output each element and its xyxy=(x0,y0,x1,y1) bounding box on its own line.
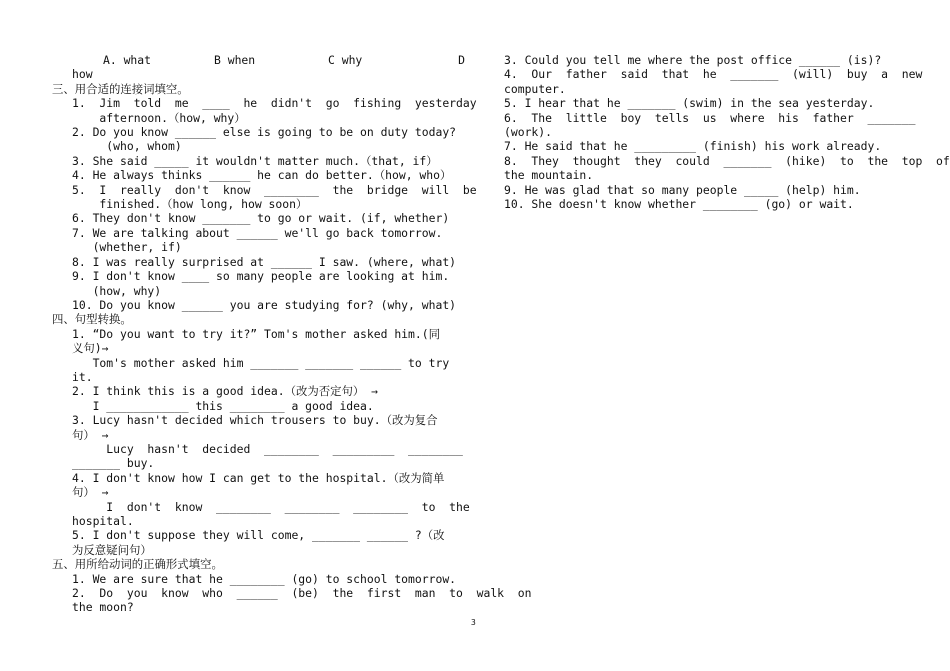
question-line: 7. We are talking about ______ we'll go back tomorrow. xyxy=(72,225,443,240)
question-line: 8. I was really surprised at ______ I saw. (where, what) xyxy=(72,254,457,269)
option-d-continued: how xyxy=(72,67,93,82)
transform-line: I don't know ________ ________ ________ to the xyxy=(72,499,470,514)
verb-line: 10. She doesn't know whether ________ (go) or wait. xyxy=(504,197,854,212)
section5-right-list xyxy=(504,53,950,212)
verb-line: 8. They thought they could _______ (hike) to the top of xyxy=(504,153,950,168)
verb-line: the mountain. xyxy=(504,168,594,183)
section4-title: 四、句型转换。 xyxy=(52,312,132,327)
verb-line: 1. We are sure that he ________ (go) to school tomorrow. xyxy=(72,571,457,586)
option-a: A. what xyxy=(103,53,152,67)
question-line: 6. They don't know _______ to go or wait. (if, whether) xyxy=(72,211,450,226)
transform-line: 1. “Do you want to try it?” Tom's mother asked him.(同 xyxy=(72,326,440,341)
right-column xyxy=(504,53,950,212)
verb-line: 6. The little boy tells us where his father _______ xyxy=(504,110,916,125)
question-line: 5. I really don't know ________ the bridge will be xyxy=(72,182,477,197)
transform-line: 句） → xyxy=(72,427,109,442)
verb-line: 3. Could you tell me where the post office ______ (is)? xyxy=(504,53,882,67)
transform-line: Tom's mother asked him _______ _______ ______ to try xyxy=(72,355,450,370)
transform-line: hospital. xyxy=(72,514,134,528)
option-b: B when xyxy=(214,53,256,67)
question-line-continued: afternoon.（how, why） xyxy=(72,110,246,125)
question-line: 2. Do you know ______ else is going to be on duty today? xyxy=(72,125,457,140)
transform-line: 2. I think this is a good idea.（改为否定句） → xyxy=(72,384,379,399)
transform-line: 句） → xyxy=(72,485,109,500)
question-line: 4. He always thinks ______ he can do better.（how, who） xyxy=(72,168,452,183)
page-number: 3 xyxy=(471,618,476,627)
transform-line: 4. I don't know how I can get to the hospital.（改为简单 xyxy=(72,470,445,485)
question-line-continued: finished.（how long, how soon） xyxy=(72,197,308,212)
verb-line: 9. He was glad that so many people _____ (help) him. xyxy=(504,182,861,197)
transform-line: Lucy hasn't decided ________ _________ ________ xyxy=(72,441,463,456)
option-d: D xyxy=(458,53,465,67)
verb-line: 4. Our father said that he _______ (will) buy a new xyxy=(504,67,923,82)
transform-line: 3. Lucy hasn't decided which trousers to buy.（改为复合 xyxy=(72,413,438,428)
section4-list xyxy=(72,326,470,558)
question-line: 3. She said _____ it wouldn't matter much.（that, if） xyxy=(72,153,438,168)
question-line: 1. Jim told me ____ he didn't go fishing yesterday xyxy=(72,96,477,111)
section3-list xyxy=(72,96,477,312)
verb-line: the moon? xyxy=(72,600,134,615)
verb-line: 7. He said that he _________ (finish) his work already. xyxy=(504,139,882,154)
verb-line: 5. I hear that he _______ (swim) in the sea yesterday. xyxy=(504,96,875,111)
transform-line: I ____________ this ________ a good idea. xyxy=(72,398,374,413)
question-line-continued: (who, whom) xyxy=(72,139,182,154)
transform-line: 为反意疑问句） xyxy=(72,542,152,557)
answer-options xyxy=(72,53,465,67)
question-line-continued: (whether, if) xyxy=(72,240,182,255)
section5-left-list xyxy=(72,571,532,615)
verb-line: computer. xyxy=(504,81,566,96)
section5-title: 五、用所给动词的正确形式填空。 xyxy=(52,557,223,572)
transform-line: it. xyxy=(72,369,93,384)
section3-title: 三、用合适的连接词填空。 xyxy=(52,81,189,96)
question-line: 9. I don't know ____ so many people are looking at him. xyxy=(72,269,450,284)
transform-line: 义句)→ xyxy=(72,341,109,356)
transform-line: 5. I don't suppose they will come, _______ ______ ?（改 xyxy=(72,528,445,543)
option-c: C why xyxy=(328,53,363,67)
verb-line: 2. Do you know who ______ (be) the first man to walk on xyxy=(72,586,532,601)
transform-line: _______ buy. xyxy=(72,456,155,471)
question-line-continued: (how, why) xyxy=(72,283,162,298)
question-line: 10. Do you know ______ you are studying for? (why, what) xyxy=(72,297,457,312)
verb-line: (work). xyxy=(504,125,553,140)
